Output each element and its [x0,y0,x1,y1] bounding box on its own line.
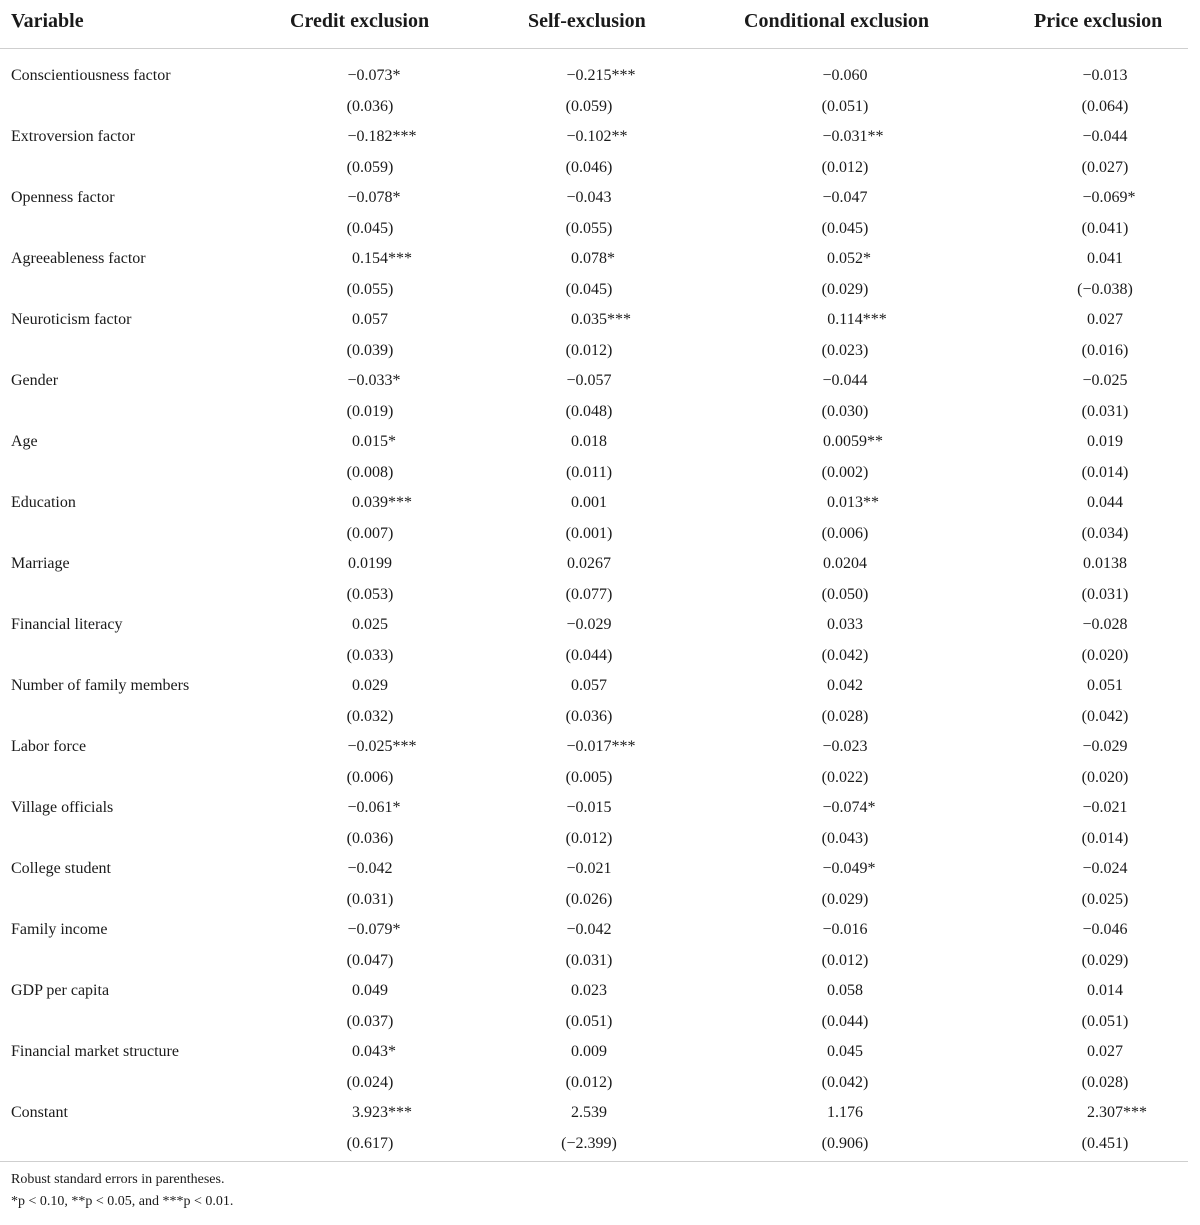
se-price-exclusion: (0.064) [1081,97,1129,115]
se-price-exclusion: (0.020) [1081,768,1129,786]
table-row-se [0,92,1200,122]
row-label: Age [11,433,38,450]
coef-price-exclusion: −0.044 [1082,128,1128,145]
coef-self-exclusion: 2.539 [571,1104,607,1121]
se-conditional-exclusion: (0.044) [821,1012,869,1030]
coef-credit-exclusion: 0.0199 [348,555,392,572]
table-row-se [0,946,1200,976]
se-credit-exclusion: (0.008) [346,463,394,481]
row-label: Financial market structure [11,1043,179,1060]
coef-credit-exclusion: −0.182*** [347,128,417,145]
coef-conditional-exclusion: −0.049* [822,860,876,877]
header-variable: Variable [11,10,84,32]
se-self-exclusion: (0.077) [565,585,613,603]
se-credit-exclusion: (0.053) [346,585,394,603]
coef-price-exclusion: −0.046 [1082,921,1128,938]
row-label: Agreeableness factor [11,250,146,267]
table-row-se [0,275,1200,305]
se-price-exclusion: (0.451) [1081,1134,1129,1152]
coef-conditional-exclusion: −0.047 [822,189,868,206]
se-self-exclusion: (0.005) [565,768,613,786]
coef-credit-exclusion: 0.029 [352,677,388,694]
se-conditional-exclusion: (0.006) [821,524,869,542]
table-row-se [0,519,1200,549]
se-price-exclusion: (0.028) [1081,1073,1129,1091]
coef-credit-exclusion: 0.057 [352,311,388,328]
row-label: Number of family members [11,677,190,694]
table-row-se [0,885,1200,915]
se-price-exclusion: (0.031) [1081,402,1129,420]
coef-price-exclusion: 0.027 [1087,311,1123,328]
se-self-exclusion: (0.031) [565,951,613,969]
coef-price-exclusion: −0.024 [1082,860,1128,877]
se-conditional-exclusion: (0.023) [821,341,869,359]
coef-self-exclusion: 0.009 [571,1043,607,1060]
se-price-exclusion: (0.041) [1081,219,1129,237]
se-price-exclusion: (0.027) [1081,158,1129,176]
coef-credit-exclusion: 0.043* [352,1043,396,1060]
row-label: Family income [11,921,108,938]
se-self-exclusion: (0.046) [565,158,613,176]
coef-credit-exclusion: −0.042 [347,860,393,877]
se-price-exclusion: (0.031) [1081,585,1129,603]
table-row [0,549,1200,579]
coef-price-exclusion: 2.307*** [1087,1104,1147,1121]
table-row [0,610,1200,640]
table-row-se [0,763,1200,793]
se-price-exclusion: (0.014) [1081,463,1129,481]
row-label: GDP per capita [11,982,110,999]
table-row [0,1037,1200,1067]
se-credit-exclusion: (0.036) [346,97,394,115]
table-row [0,244,1200,274]
se-credit-exclusion: (0.019) [346,402,394,420]
se-credit-exclusion: (0.007) [346,524,394,542]
coef-self-exclusion: −0.015 [566,799,612,816]
se-conditional-exclusion: (0.045) [821,219,869,237]
se-conditional-exclusion: (0.030) [821,402,869,420]
row-label: College student [11,860,111,877]
table-row-se [0,824,1200,854]
table-header [0,0,1200,48]
coef-self-exclusion: −0.215*** [566,67,636,84]
coef-price-exclusion: −0.013 [1082,67,1128,84]
row-label: Marriage [11,555,70,572]
table-row [0,427,1200,457]
se-conditional-exclusion: (0.002) [821,463,869,481]
coef-credit-exclusion: −0.061* [347,799,401,816]
coef-conditional-exclusion: −0.074* [822,799,876,816]
se-self-exclusion: (−2.399) [561,1134,617,1152]
se-conditional-exclusion: (0.012) [821,951,869,969]
coef-credit-exclusion: 0.015* [352,433,396,450]
coef-self-exclusion: −0.043 [566,189,612,206]
row-label: Neuroticism factor [11,311,132,328]
coef-conditional-exclusion: 0.058 [827,982,863,999]
coef-self-exclusion: 0.035*** [571,311,631,328]
coef-credit-exclusion: −0.078* [347,189,401,206]
se-price-exclusion: (0.051) [1081,1012,1129,1030]
se-price-exclusion: (0.034) [1081,524,1129,542]
coef-self-exclusion: 0.078* [571,250,615,267]
se-price-exclusion: (0.020) [1081,646,1129,664]
se-self-exclusion: (0.001) [565,524,613,542]
header-self-exclusion: Self-exclusion [528,10,646,32]
table-row [0,183,1200,213]
se-credit-exclusion: (0.033) [346,646,394,664]
table-row [0,976,1200,1006]
coef-conditional-exclusion: 0.0204 [823,555,867,572]
se-self-exclusion: (0.012) [565,341,613,359]
table-row-se [0,580,1200,610]
coef-price-exclusion: −0.025 [1082,372,1128,389]
coef-credit-exclusion: 0.154*** [352,250,412,267]
table-row-se [0,458,1200,488]
table-row [0,732,1200,762]
table-row-se [0,153,1200,183]
coef-conditional-exclusion: 0.033 [827,616,863,633]
se-self-exclusion: (0.045) [565,280,613,298]
coef-credit-exclusion: −0.073* [347,67,401,84]
coef-price-exclusion: −0.029 [1082,738,1128,755]
coef-credit-exclusion: 0.025 [352,616,388,633]
coef-price-exclusion: −0.069* [1082,189,1136,206]
coef-self-exclusion: 0.018 [571,433,607,450]
row-label: Constant [11,1104,68,1121]
se-conditional-exclusion: (0.029) [821,280,869,298]
row-label: Extroversion factor [11,128,135,145]
coef-self-exclusion: −0.021 [566,860,612,877]
se-self-exclusion: (0.011) [565,463,613,481]
coef-conditional-exclusion: 0.0059** [823,433,883,450]
se-price-exclusion: (0.025) [1081,890,1129,908]
se-self-exclusion: (0.026) [565,890,613,908]
se-credit-exclusion: (0.047) [346,951,394,969]
se-self-exclusion: (0.012) [565,1073,613,1091]
coef-self-exclusion: −0.029 [566,616,612,633]
coef-conditional-exclusion: −0.016 [822,921,868,938]
coef-price-exclusion: 0.051 [1087,677,1123,694]
table-row-se [0,641,1200,671]
se-credit-exclusion: (0.036) [346,829,394,847]
coef-conditional-exclusion: 1.176 [827,1104,863,1121]
se-credit-exclusion: (0.024) [346,1073,394,1091]
table-row-se [0,1068,1200,1098]
coef-conditional-exclusion: 0.013** [827,494,879,511]
se-self-exclusion: (0.012) [565,829,613,847]
se-conditional-exclusion: (0.042) [821,1073,869,1091]
coef-conditional-exclusion: −0.031** [822,128,884,145]
se-credit-exclusion: (0.037) [346,1012,394,1030]
table-row-se [0,397,1200,427]
se-self-exclusion: (0.044) [565,646,613,664]
table-row [0,305,1200,335]
se-conditional-exclusion: (0.012) [821,158,869,176]
coef-conditional-exclusion: 0.114*** [827,311,887,328]
coef-conditional-exclusion: −0.060 [822,67,868,84]
coef-credit-exclusion: −0.033* [347,372,401,389]
coef-credit-exclusion: 3.923*** [352,1104,412,1121]
se-conditional-exclusion: (0.050) [821,585,869,603]
table-row-se [0,1129,1200,1159]
coef-price-exclusion: −0.028 [1082,616,1128,633]
coef-price-exclusion: −0.021 [1082,799,1128,816]
table-row [0,1098,1200,1128]
se-credit-exclusion: (0.055) [346,280,394,298]
se-credit-exclusion: (0.006) [346,768,394,786]
table-row [0,793,1200,823]
coef-price-exclusion: 0.044 [1087,494,1123,511]
coef-credit-exclusion: 0.039*** [352,494,412,511]
se-self-exclusion: (0.036) [565,707,613,725]
se-conditional-exclusion: (0.029) [821,890,869,908]
se-credit-exclusion: (0.032) [346,707,394,725]
se-price-exclusion: (0.042) [1081,707,1129,725]
coef-self-exclusion: 0.001 [571,494,607,511]
coef-price-exclusion: 0.0138 [1083,555,1127,572]
row-label: Gender [11,372,59,389]
coef-conditional-exclusion: −0.044 [822,372,868,389]
header-price-exclusion: Price exclusion [1034,10,1163,32]
bottom-rule [0,1161,1188,1162]
row-label: Labor force [11,738,87,755]
coef-credit-exclusion: 0.049 [352,982,388,999]
table-row [0,915,1200,945]
table-row [0,122,1200,152]
coef-conditional-exclusion: 0.045 [827,1043,863,1060]
footnote-se: Robust standard errors in parentheses. [11,1172,225,1187]
se-credit-exclusion: (0.031) [346,890,394,908]
row-label: Openness factor [11,189,115,206]
row-label: Education [11,494,76,511]
se-price-exclusion: (0.016) [1081,341,1129,359]
se-conditional-exclusion: (0.051) [821,97,869,115]
coef-self-exclusion: 0.0267 [567,555,611,572]
se-self-exclusion: (0.051) [565,1012,613,1030]
coef-credit-exclusion: −0.079* [347,921,401,938]
se-conditional-exclusion: (0.042) [821,646,869,664]
table-row-se [0,1007,1200,1037]
coef-credit-exclusion: −0.025*** [347,738,417,755]
se-conditional-exclusion: (0.043) [821,829,869,847]
footnote-significance: *p < 0.10, **p < 0.05, and ***p < 0.01. [11,1194,234,1209]
coef-self-exclusion: −0.017*** [566,738,636,755]
coef-self-exclusion: −0.057 [566,372,612,389]
coef-price-exclusion: 0.041 [1087,250,1123,267]
se-conditional-exclusion: (0.028) [821,707,869,725]
table-row [0,854,1200,884]
coef-price-exclusion: 0.019 [1087,433,1123,450]
se-self-exclusion: (0.059) [565,97,613,115]
table-row [0,61,1200,91]
se-conditional-exclusion: (0.022) [821,768,869,786]
coef-conditional-exclusion: 0.042 [827,677,863,694]
coef-self-exclusion: −0.102** [566,128,628,145]
row-label: Conscientiousness factor [11,67,171,84]
table-row [0,488,1200,518]
se-credit-exclusion: (0.059) [346,158,394,176]
table-row-se [0,336,1200,366]
se-price-exclusion: (0.014) [1081,829,1129,847]
se-credit-exclusion: (0.045) [346,219,394,237]
row-label: Financial literacy [11,616,123,633]
se-self-exclusion: (0.055) [565,219,613,237]
coef-price-exclusion: 0.027 [1087,1043,1123,1060]
se-credit-exclusion: (0.039) [346,341,394,359]
se-conditional-exclusion: (0.906) [821,1134,869,1152]
se-price-exclusion: (−0.038) [1077,280,1133,298]
coef-self-exclusion: 0.023 [571,982,607,999]
coef-conditional-exclusion: 0.052* [827,250,871,267]
se-credit-exclusion: (0.617) [346,1134,394,1152]
coef-conditional-exclusion: −0.023 [822,738,868,755]
row-label: Village officials [11,799,114,816]
header-credit-exclusion: Credit exclusion [290,10,430,32]
table-row-se [0,214,1200,244]
se-self-exclusion: (0.048) [565,402,613,420]
coef-self-exclusion: 0.057 [571,677,607,694]
coef-price-exclusion: 0.014 [1087,982,1123,999]
table-row-se [0,702,1200,732]
se-price-exclusion: (0.029) [1081,951,1129,969]
table-row [0,671,1200,701]
coef-self-exclusion: −0.042 [566,921,612,938]
table-row [0,366,1200,396]
header-rule [0,48,1188,49]
header-conditional-exclusion: Conditional exclusion [744,10,930,32]
